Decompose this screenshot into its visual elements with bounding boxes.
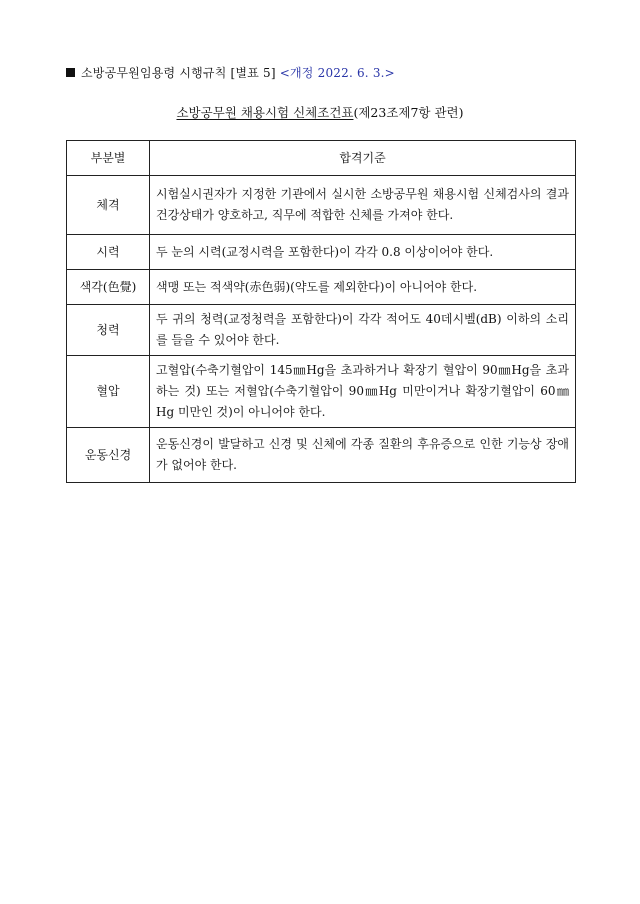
row-category: 청력 [67, 305, 150, 356]
row-category: 체격 [67, 176, 150, 235]
row-category: 시력 [67, 235, 150, 270]
table-row [67, 176, 576, 235]
table-row [67, 235, 576, 270]
regulation-header [66, 64, 395, 81]
table-header-row [67, 141, 576, 176]
row-category: 혈압 [67, 356, 150, 428]
table-row [67, 305, 576, 356]
revision-date: <개정 2022. 6. 3.> [279, 66, 395, 80]
black-square-icon [66, 68, 75, 77]
column-header-category: 부분별 [67, 141, 150, 176]
row-criteria: 시험실시권자가 지정한 기관에서 실시한 소방공무원 채용시험 신체검사의 결과 건강상태가 양호하고, 직무에 적합한 신체를 가져야 한다. [150, 176, 576, 235]
table-row [67, 356, 576, 428]
table-row [67, 270, 576, 305]
title-reference: (제23조제7항 관련) [353, 105, 464, 120]
row-category: 운동신경 [67, 428, 150, 483]
document-title [0, 103, 640, 121]
table-row [67, 428, 576, 483]
row-criteria: 두 귀의 청력(교정청력을 포함한다)이 각각 적어도 40데시벨(dB) 이하의 소리를 들을 수 있어야 한다. [150, 305, 576, 356]
row-category: 색각(色覺) [67, 270, 150, 305]
row-criteria: 운동신경이 발달하고 신경 및 신체에 각종 질환의 후유증으로 인한 기능상 장애가 없어야 한다. [150, 428, 576, 483]
regulation-name: 소방공무원임용령 시행규칙 [별표 5] [81, 66, 276, 80]
row-criteria: 고혈압(수축기혈압이 145㎜Hg을 초과하거나 확장기 혈압이 90㎜Hg을 초과하는 것) 또는 저혈압(수축기혈압이 90㎜Hg 미만이거나 확장기혈압이 60㎜Hg 미만인 것)이 아니어야 한다. [150, 356, 576, 428]
physical-requirements-table [66, 140, 576, 483]
row-criteria: 두 눈의 시력(교정시력을 포함한다)이 각각 0.8 이상이어야 한다. [150, 235, 576, 270]
row-criteria: 색맹 또는 적색약(赤色弱)(약도를 제외한다)이 아니어야 한다. [150, 270, 576, 305]
column-header-criteria: 합격기준 [150, 141, 576, 176]
title-main: 소방공무원 채용시험 신체조건표 [176, 105, 354, 120]
